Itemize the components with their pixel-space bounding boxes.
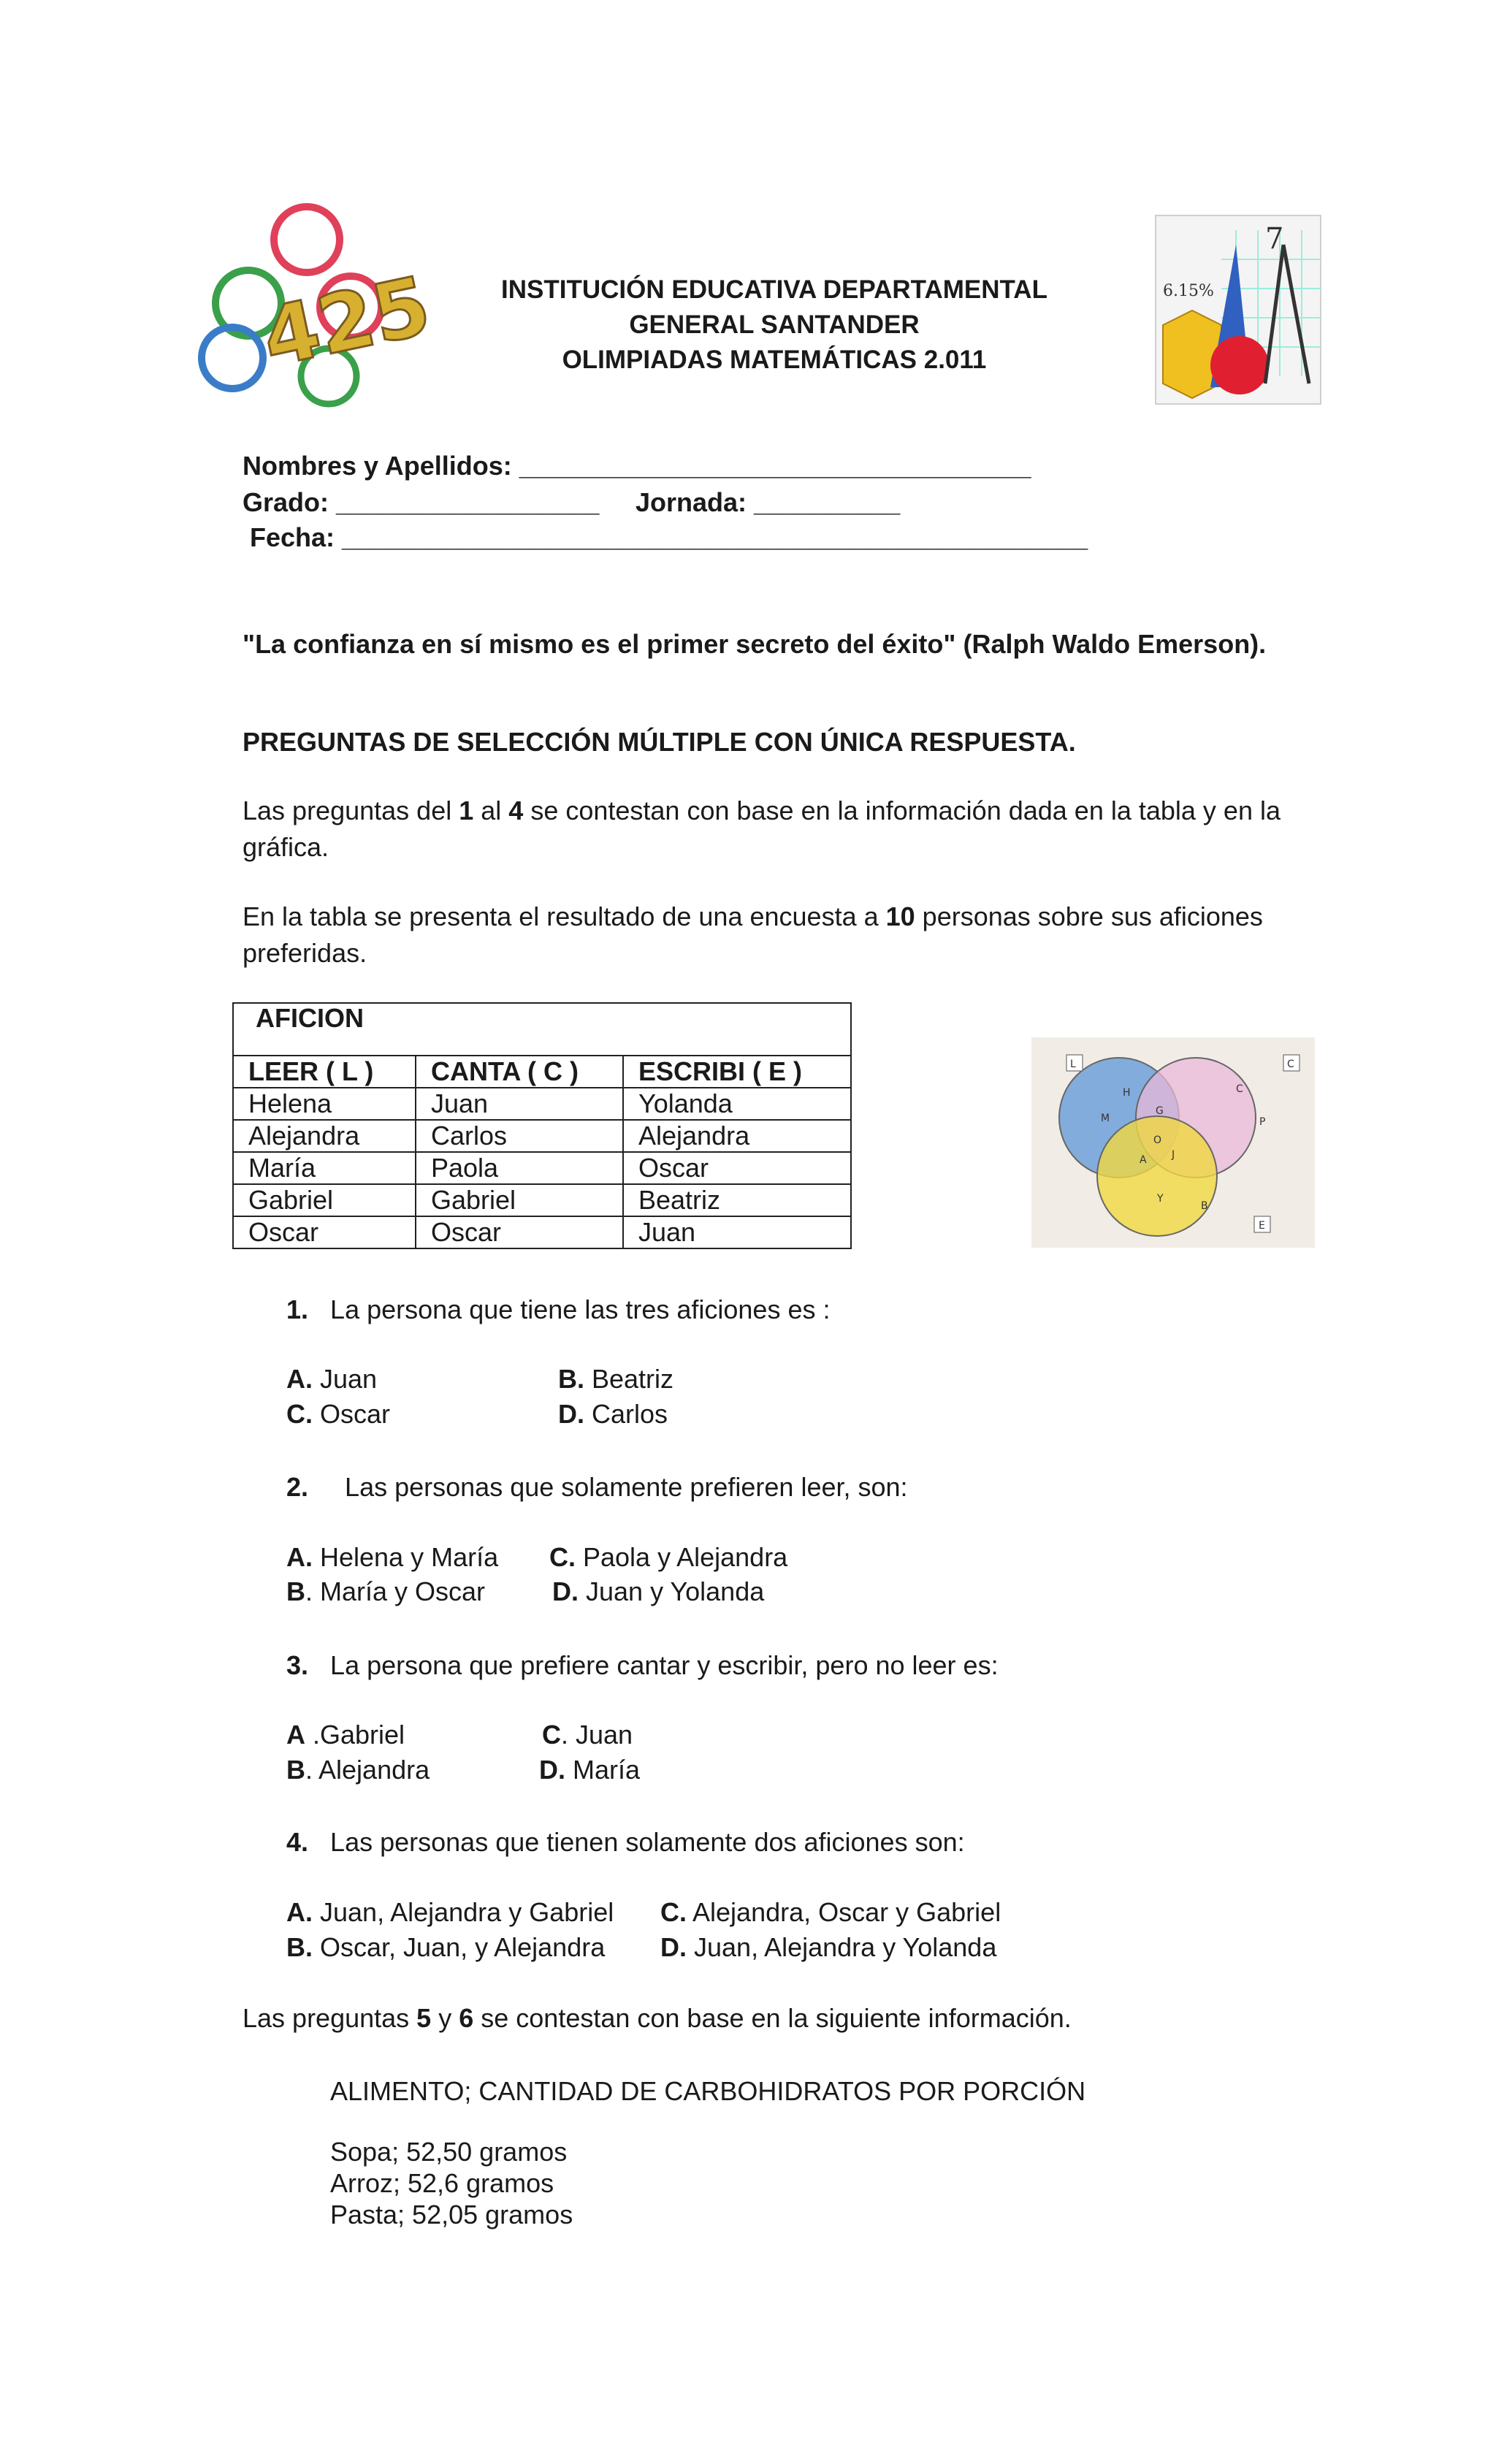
food-item: Pasta; 52,05 gramos (330, 2200, 573, 2230)
option: B. Oscar, Juan, y Alejandra (286, 1932, 606, 1962)
intro-paragraph-2: En la tabla se presenta el resultado de una encuesta a 10 personas sobre sus aficiones preferidas. (243, 901, 1263, 968)
date-field: Fecha: ___________________________________________________ (250, 522, 1088, 552)
olympiad-logo (197, 197, 438, 409)
option: D. Carlos (558, 1399, 668, 1429)
shift-field: Jornada: __________ (636, 487, 901, 517)
option: A. Helena y María (286, 1542, 499, 1572)
table-header: CANTA ( C ) (416, 1056, 623, 1088)
venn-letter: P (1259, 1116, 1266, 1128)
food-title: ALIMENTO; CANTIDAD DE CARBOHIDRATOS POR PORCIÓN (330, 2076, 1086, 2106)
table-row: Alejandra Carlos Alejandra (233, 1120, 851, 1152)
option: A .Gabriel (286, 1720, 405, 1750)
section-title: PREGUNTAS DE SELECCIÓN MÚLTIPLE CON ÚNICA RESPUESTA. (243, 727, 1076, 757)
table-row: Helena Juan Yolanda (233, 1088, 851, 1120)
option: C. Juan (542, 1720, 633, 1750)
venn-letter: C (1236, 1083, 1243, 1095)
venn-letter: A (1140, 1154, 1147, 1166)
school-header (409, 272, 1140, 378)
intro-paragraph-3: Las preguntas 5 y 6 se contestan con base en la siguiente información. (243, 2003, 1072, 2033)
intro-paragraph-1: Las preguntas del 1 al 4 se contestan con base en la información dada en la tabla y en la gráfica. (243, 796, 1281, 862)
venn-letter: M (1101, 1113, 1110, 1124)
logo-percent: 6.15% (1163, 282, 1214, 300)
venn-letter: J (1172, 1149, 1175, 1161)
table-row: María Paola Oscar (233, 1152, 851, 1184)
venn-label: C (1287, 1059, 1294, 1070)
venn-letter: H (1123, 1087, 1131, 1099)
venn-letter: B (1201, 1200, 1208, 1212)
question-4: 4. Las personas que tienen solamente dos aficiones son: (286, 1827, 965, 1857)
food-item: Sopa; 52,50 gramos (330, 2137, 568, 2167)
venn-label: L (1070, 1059, 1076, 1070)
venn-diagram (1031, 1037, 1315, 1248)
food-list (330, 2136, 573, 2230)
option: C. Alejandra, Oscar y Gabriel (660, 1897, 1001, 1927)
option: C. Oscar (286, 1399, 391, 1429)
grade-field: Grado: __________________ (243, 487, 600, 517)
header-line-name: GENERAL SANTANDER (629, 310, 920, 339)
venn-letter: Y (1157, 1193, 1164, 1205)
name-field: Nombres y Apellidos: ___________________________________ (243, 451, 1031, 481)
question-1: 1. La persona que tiene las tres aficiones es : (286, 1294, 831, 1324)
table-header: ESCRIBI ( E ) (623, 1056, 851, 1088)
venn-letter: G (1156, 1105, 1164, 1117)
geometry-logo (1156, 215, 1321, 404)
option: B. Alejandra (286, 1755, 430, 1785)
header-line-event: OLIMPIADAS MATEMÁTICAS 2.011 (562, 346, 987, 374)
option: D. María (539, 1755, 641, 1785)
option: B. Beatriz (558, 1364, 674, 1394)
question-3: 3. La persona que prefiere cantar y escribir, pero no leer es: (286, 1650, 999, 1680)
option: D. Juan y Yolanda (552, 1576, 765, 1606)
logo-numbers: 425 (254, 259, 438, 386)
logo-seven: 7 (1265, 222, 1284, 256)
quote: "La confianza en sí mismo es el primer secreto del éxito" (Ralph Waldo Emerson). (243, 629, 1267, 659)
table-row: Oscar Oscar Juan (233, 1216, 851, 1248)
option: B. María y Oscar (286, 1576, 486, 1606)
question-2: 2. Las personas que solamente prefieren leer, son: (286, 1472, 908, 1502)
option: A. Juan (286, 1364, 378, 1394)
table-header: LEER ( L ) (233, 1056, 416, 1088)
option: A. Juan, Alejandra y Gabriel (286, 1897, 614, 1927)
table-row: Gabriel Gabriel Beatriz (233, 1184, 851, 1216)
venn-label: E (1259, 1220, 1265, 1232)
venn-letter: O (1153, 1134, 1162, 1146)
food-item: Arroz; 52,6 gramos (330, 2168, 554, 2198)
table-title: AFICION (233, 1003, 851, 1056)
header-line-institution: INSTITUCIÓN EDUCATIVA DEPARTAMENTAL (501, 275, 1047, 304)
hobbies-table (232, 1002, 852, 1249)
option: D. Juan, Alejandra y Yolanda (660, 1932, 997, 1962)
option: C. Paola y Alejandra (549, 1542, 788, 1572)
